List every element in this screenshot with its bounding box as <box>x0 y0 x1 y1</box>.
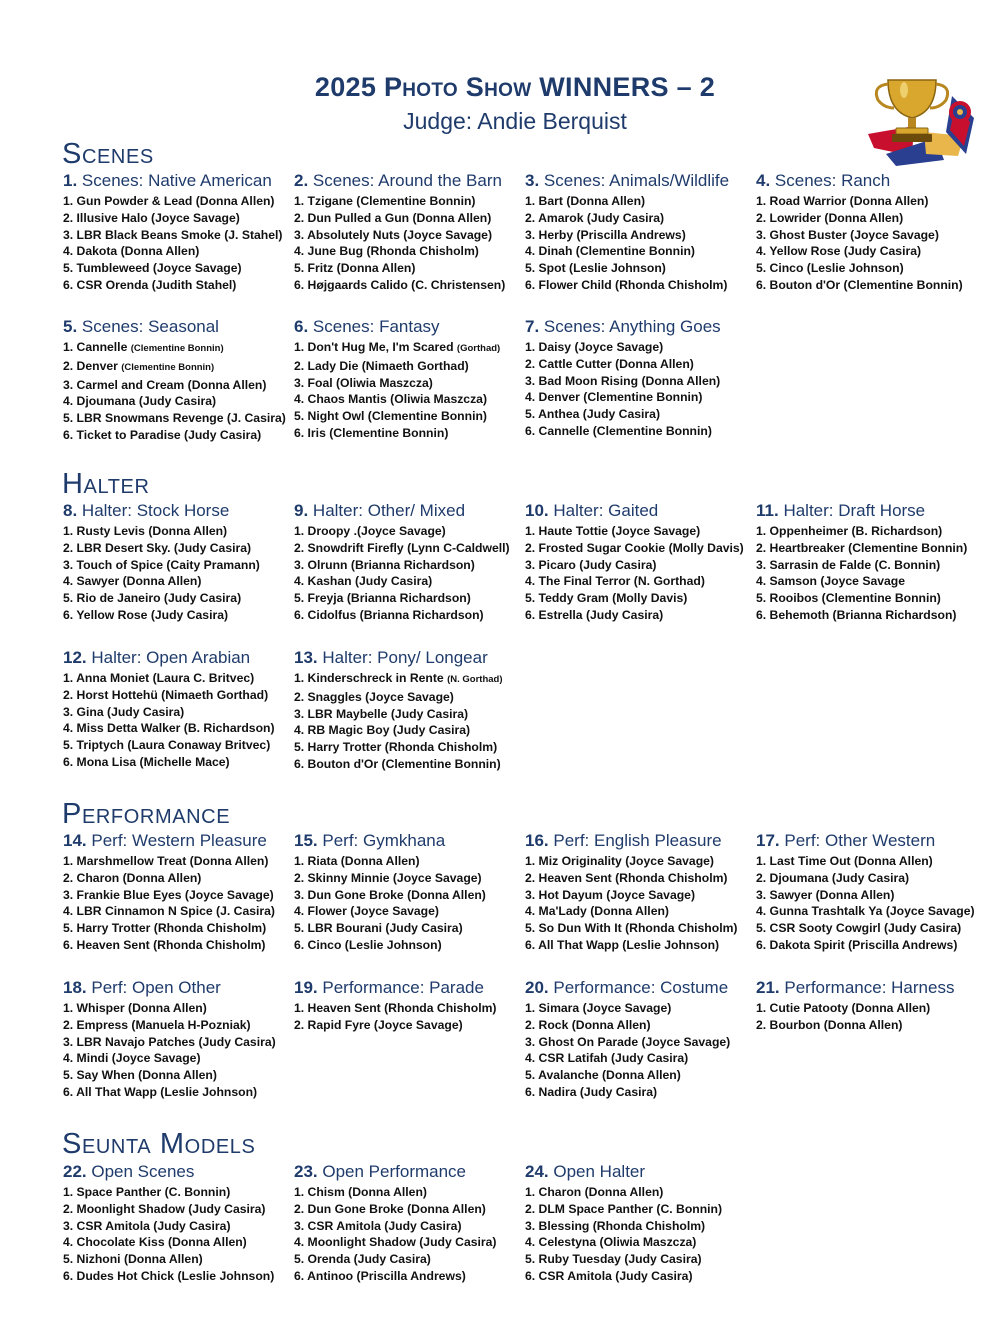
entry-5: 5. LBR Bourani (Judy Casira) <box>294 921 463 936</box>
category-name: Performance: Parade <box>322 978 484 997</box>
entry-owner: (Gorthad) <box>456 343 501 354</box>
category-8 <box>63 501 303 624</box>
category-4 <box>756 171 996 294</box>
entry-3: 3. Herby (Priscilla Andrews) <box>525 227 686 242</box>
category-heading <box>294 978 534 998</box>
category-heading <box>756 501 996 521</box>
entry-4: 4. Celestyna (Oliwia Maszcza) <box>525 1235 697 1250</box>
entry-1: 1. Space Panther (C. Bonnin) <box>63 1185 231 1199</box>
category-name: Halter: Stock Horse <box>81 501 230 520</box>
entry-3: 3. Ghost On Parade (Joyce Savage) <box>525 1034 731 1049</box>
category-number: 8. <box>63 501 78 520</box>
entry-4: 4. June Bug (Rhonda Chisholm) <box>294 244 479 259</box>
category-number: 19. <box>294 978 318 997</box>
entry-1: 1. Whisper (Donna Allen) <box>63 1001 207 1015</box>
entry-1: 1. Simara (Joyce Savage) <box>525 1001 672 1015</box>
entry-4: 4. Moonlight Shadow (Judy Casira) <box>294 1235 497 1250</box>
category-heading <box>63 1162 303 1182</box>
section-seunta-models: Seunta Models <box>62 1128 256 1160</box>
entry-6: 6. Iris (Clementine Bonnin) <box>294 425 449 440</box>
entry-text: 1. Don't Hug Me, I'm Scared <box>294 340 454 354</box>
entry-6: 6. Flower Child (Rhonda Chisholm) <box>525 277 728 292</box>
entry-5: 5. CSR Sooty Cowgirl (Judy Casira) <box>756 921 962 936</box>
entry-5: 5. Rooibos (Clementine Bonnin) <box>756 591 941 606</box>
trophy-ribbon-icon <box>866 74 976 166</box>
category-number: 18. <box>63 978 87 997</box>
entry-2: 2. Skinny Minnie (Joyce Savage) <box>294 870 482 885</box>
entry-6: 6. Bouton d'Or (Clementine Bonnin) <box>294 756 501 771</box>
entry-6: 6. Yellow Rose (Judy Casira) <box>63 607 229 622</box>
entry-5: 5. Night Owl (Clementine Bonnin) <box>294 409 487 424</box>
entry-6: 6. Heaven Sent (Rhonda Chisholm) <box>63 937 266 952</box>
category-name: Scenes: Native American <box>81 171 272 190</box>
entry-3: 3. Olrunn (Brianna Richardson) <box>294 557 475 572</box>
category-heading <box>294 1162 534 1182</box>
entry-2: 2. Dun Gone Broke (Donna Allen) <box>294 1201 486 1216</box>
entry-3: 3. Foal (Oliwia Maszcza) <box>294 375 433 390</box>
category-heading <box>294 317 534 337</box>
category-heading <box>294 648 534 668</box>
entry-1: 1. Marshmellow Treat (Donna Allen) <box>63 854 269 868</box>
category-heading <box>756 171 996 191</box>
category-number: 23. <box>294 1162 318 1181</box>
entry-2 <box>63 358 303 377</box>
entry-4: 4. Miss Detta Walker (B. Richardson) <box>63 721 275 736</box>
page-title: 2025 Photo Show WINNERS – 2 <box>314 72 716 102</box>
entry-1: 1. Rusty Levis (Donna Allen) <box>63 524 228 538</box>
entry-1 <box>63 339 303 358</box>
category-name: Halter: Draft Horse <box>783 501 926 520</box>
entry-1: 1. Anna Moniet (Laura C. Britvec) <box>63 671 255 685</box>
entry-4: 4. Chaos Mantis (Oliwia Maszcza) <box>294 392 488 407</box>
category-heading <box>63 648 303 668</box>
entry-4: 4. Dakota (Donna Allen) <box>63 244 200 259</box>
entry-5: 5. Spot (Leslie Johnson) <box>525 261 666 276</box>
category-number: 17. <box>756 831 780 850</box>
category-16 <box>525 831 765 954</box>
entry-6: 6. Højgaards Calido (C. Christensen) <box>294 277 506 292</box>
category-number: 22. <box>63 1162 87 1181</box>
entry-owner: (N. Gorthad) <box>447 674 503 685</box>
category-heading <box>294 171 534 191</box>
entry-text: 2. Denver <box>63 358 118 373</box>
entry-1: 1. Charon (Donna Allen) <box>525 1185 664 1199</box>
entry-5: 5. Fritz (Donna Allen) <box>294 261 416 276</box>
category-number: 10. <box>525 501 549 520</box>
entry-4: 4. Flower (Joyce Savage) <box>294 904 439 919</box>
category-22 <box>63 1162 303 1285</box>
entry-4: 4. Samson (Joyce Savage <box>756 574 906 589</box>
entry-2: 2. Illusive Halo (Joyce Savage) <box>63 210 240 225</box>
entry-5: 5. Harry Trotter (Rhonda Chisholm) <box>294 740 498 755</box>
entry-6: 6. Dudes Hot Chick (Leslie Johnson) <box>63 1268 275 1283</box>
category-18 <box>63 978 303 1101</box>
category-number: 14. <box>63 831 87 850</box>
entry-2: 2. Moonlight Shadow (Judy Casira) <box>63 1201 266 1216</box>
entry-5: 5. Triptych (Laura Conaway Britvec) <box>63 738 271 753</box>
category-3 <box>525 171 765 294</box>
entry-1 <box>294 670 534 689</box>
category-number: 7. <box>525 317 540 336</box>
category-number: 2. <box>294 171 309 190</box>
category-name: Open Halter <box>553 1162 646 1181</box>
entry-6: 6. Behemoth (Brianna Richardson) <box>756 607 957 622</box>
category-heading <box>63 501 303 521</box>
entry-3: 3. Ghost Buster (Joyce Savage) <box>756 227 939 242</box>
category-number: 16. <box>525 831 549 850</box>
entry-6: 6. Bouton d'Or (Clementine Bonnin) <box>756 277 963 292</box>
entry-3: 3. Carmel and Cream (Donna Allen) <box>63 377 267 392</box>
category-name: Open Scenes <box>91 1162 195 1181</box>
category-name: Perf: Western Pleasure <box>91 831 267 850</box>
entry-2: 2. Frosted Sugar Cookie (Molly Davis) <box>525 540 744 555</box>
entry-4: 4. Kashan (Judy Casira) <box>294 574 433 589</box>
entry-5: 5. Nizhoni (Donna Allen) <box>63 1252 203 1267</box>
entry-2: 2. Heaven Sent (Rhonda Chisholm) <box>525 870 728 885</box>
category-5 <box>63 317 303 444</box>
entry-2: 2. Lady Die (Nimaeth Gorthad) <box>294 358 469 373</box>
entry-6: 6. All That Wapp (Leslie Johnson) <box>63 1084 258 1099</box>
entry-3: 3. CSR Amitola (Judy Casira) <box>63 1218 231 1233</box>
category-heading <box>756 978 996 998</box>
entry-1: 1. Miz Originality (Joyce Savage) <box>525 854 714 868</box>
entry-6: 6. Mona Lisa (Michelle Mace) <box>63 754 230 769</box>
entry-5: 5. Tumbleweed (Joyce Savage) <box>63 261 242 276</box>
entry-1: 1. Cutie Patooty (Donna Allen) <box>756 1001 931 1015</box>
category-10 <box>525 501 765 624</box>
entry-3: 3. Absolutely Nuts (Joyce Savage) <box>294 227 492 242</box>
entry-3: 3. Blessing (Rhonda Chisholm) <box>525 1218 706 1233</box>
section-scenes: Scenes <box>62 138 154 170</box>
entry-3: 3. Sarrasin de Falde (C. Bonnin) <box>756 557 941 572</box>
entry-6: 6. Antinoo (Priscilla Andrews) <box>294 1268 466 1283</box>
entry-2: 2. Cattle Cutter (Donna Allen) <box>525 356 694 371</box>
entry-2: 2. Amarok (Judy Casira) <box>525 210 665 225</box>
entry-2: 2. Djoumana (Judy Casira) <box>756 870 910 885</box>
category-name: Scenes: Around the Barn <box>312 171 502 190</box>
entry-5: 5. Cinco (Leslie Johnson) <box>756 261 904 276</box>
category-number: 24. <box>525 1162 549 1181</box>
entry-4: 4. Djoumana (Judy Casira) <box>63 394 217 409</box>
entry-2: 2. Charon (Donna Allen) <box>63 870 202 885</box>
category-heading <box>294 501 534 521</box>
entry-2: 2. Dun Pulled a Gun (Donna Allen) <box>294 210 492 225</box>
category-heading <box>756 831 996 851</box>
entry-1: 1. Heaven Sent (Rhonda Chisholm) <box>294 1001 497 1015</box>
entry-3: 3. LBR Maybelle (Judy Casira) <box>294 706 469 721</box>
category-11 <box>756 501 996 624</box>
category-name: Perf: English Pleasure <box>553 831 722 850</box>
entry-1 <box>294 339 534 358</box>
entry-6: 6. CSR Amitola (Judy Casira) <box>525 1268 693 1283</box>
category-name: Perf: Open Other <box>91 978 221 997</box>
category-number: 20. <box>525 978 549 997</box>
category-name: Halter: Pony/ Longear <box>322 648 488 667</box>
category-heading <box>525 831 765 851</box>
entry-1: 1. Haute Tottie (Joyce Savage) <box>525 524 701 538</box>
category-heading <box>525 171 765 191</box>
category-7 <box>525 317 765 440</box>
category-name: Halter: Open Arabian <box>91 648 251 667</box>
category-name: Halter: Gaited <box>553 501 659 520</box>
entry-4: 4. Yellow Rose (Judy Casira) <box>756 244 922 259</box>
category-number: 5. <box>63 317 78 336</box>
category-12 <box>63 648 303 771</box>
category-heading <box>525 501 765 521</box>
entry-5: 5. Teddy Gram (Molly Davis) <box>525 591 688 606</box>
category-heading <box>525 317 765 337</box>
category-name: Scenes: Seasonal <box>81 317 219 336</box>
entry-5: 5. Ruby Tuesday (Judy Casira) <box>525 1252 702 1267</box>
category-heading <box>63 831 303 851</box>
entry-4: 4. RB Magic Boy (Judy Casira) <box>294 723 471 738</box>
category-6 <box>294 317 534 442</box>
entry-1: 1. Tzigane (Clementine Bonnin) <box>294 194 476 208</box>
category-13 <box>294 648 534 773</box>
category-heading <box>63 171 303 191</box>
category-heading <box>294 831 534 851</box>
category-15 <box>294 831 534 954</box>
entry-2: 2. Heartbreaker (Clementine Bonnin) <box>756 540 968 555</box>
entry-2: 2. Rapid Fyre (Joyce Savage) <box>294 1017 463 1032</box>
entry-1: 1. Oppenheimer (B. Richardson) <box>756 524 943 538</box>
category-number: 13. <box>294 648 318 667</box>
category-name: Scenes: Animals/Wildlife <box>543 171 730 190</box>
category-21 <box>756 978 996 1034</box>
entry-2: 2. Lowrider (Donna Allen) <box>756 210 904 225</box>
category-number: 12. <box>63 648 87 667</box>
entry-6: 6. Nadira (Judy Casira) <box>525 1084 658 1099</box>
category-name: Scenes: Ranch <box>774 171 891 190</box>
entry-4: 4. LBR Cinnamon N Spice (J. Casira) <box>63 904 275 919</box>
entry-4: 4. Gunna Trashtalk Ya (Joyce Savage) <box>756 904 975 919</box>
entry-4: 4. Sawyer (Donna Allen) <box>63 574 202 589</box>
entry-2: 2. Snaggles (Joyce Savage) <box>294 689 454 704</box>
entry-5: 5. Harry Trotter (Rhonda Chisholm) <box>63 921 267 936</box>
entry-1: 1. Gun Powder & Lead (Donna Allen) <box>63 194 275 208</box>
entry-4: 4. The Final Terror (N. Gorthad) <box>525 574 705 589</box>
entry-1: 1. Riata (Donna Allen) <box>294 854 420 868</box>
category-9 <box>294 501 534 624</box>
entry-2: 2. Horst Hottehü (Nimaeth Gorthad) <box>63 687 269 702</box>
entry-6: 6. Dakota Spirit (Priscilla Andrews) <box>756 937 958 952</box>
section-halter: Halter <box>62 468 150 500</box>
entry-2: 2. Empress (Manuela H-Pozniak) <box>63 1017 251 1032</box>
category-1 <box>63 171 303 294</box>
entry-2: 2. Bourbon (Donna Allen) <box>756 1017 903 1032</box>
entry-text: 1. Kinderschreck in Rente <box>294 671 444 685</box>
entry-2: 2. LBR Desert Sky. (Judy Casira) <box>63 540 252 555</box>
category-heading <box>63 317 303 337</box>
category-14 <box>63 831 303 954</box>
entry-4: 4. Chocolate Kiss (Donna Allen) <box>63 1235 247 1250</box>
entry-5: 5. Rio de Janeiro (Judy Casira) <box>63 591 242 606</box>
entry-6: 6. All That Wapp (Leslie Johnson) <box>525 937 720 952</box>
category-name: Scenes: Anything Goes <box>543 317 721 336</box>
category-20 <box>525 978 765 1101</box>
entry-3: 3. LBR Navajo Patches (Judy Casira) <box>63 1034 276 1049</box>
entry-5: 5. Orenda (Judy Casira) <box>294 1252 431 1267</box>
category-name: Performance: Harness <box>784 978 955 997</box>
category-number: 1. <box>63 171 78 190</box>
entry-1: 1. Chism (Donna Allen) <box>294 1185 427 1199</box>
entry-5: 5. So Dun With It (Rhonda Chisholm) <box>525 921 738 936</box>
entry-6: 6. CSR Orenda (Judith Stahel) <box>63 277 237 292</box>
category-name: Scenes: Fantasy <box>312 317 440 336</box>
entry-1: 1. Last Time Out (Donna Allen) <box>756 854 933 868</box>
entry-1: 1. Bart (Donna Allen) <box>525 194 646 208</box>
category-name: Halter: Other/ Mixed <box>312 501 466 520</box>
entry-5: 5. LBR Snowmans Revenge (J. Casira) <box>63 411 286 426</box>
entry-3: 3. Touch of Spice (Caity Pramann) <box>63 557 260 572</box>
entry-3: 3. Picaro (Judy Casira) <box>525 557 657 572</box>
entry-text: 1. Cannelle <box>63 340 128 354</box>
category-24 <box>525 1162 765 1285</box>
entry-3: 3. Gina (Judy Casira) <box>63 704 185 719</box>
entry-6: 6. Estrella (Judy Casira) <box>525 607 664 622</box>
category-number: 15. <box>294 831 318 850</box>
entry-3: 3. Sawyer (Donna Allen) <box>756 887 895 902</box>
entry-4: 4. Mindi (Joyce Savage) <box>63 1051 201 1066</box>
category-number: 3. <box>525 171 540 190</box>
entry-3: 3. CSR Amitola (Judy Casira) <box>294 1218 462 1233</box>
entry-2: 2. DLM Space Panther (C. Bonnin) <box>525 1201 723 1216</box>
entry-3: 3. Hot Dayum (Joyce Savage) <box>525 887 696 902</box>
entry-4: 4. CSR Latifah (Judy Casira) <box>525 1051 689 1066</box>
entry-4: 4. Dinah (Clementine Bonnin) <box>525 244 695 259</box>
category-number: 4. <box>756 171 771 190</box>
category-name: Open Performance <box>322 1162 467 1181</box>
section-performance: Performance <box>62 798 231 830</box>
category-17 <box>756 831 996 954</box>
category-23 <box>294 1162 534 1285</box>
category-heading <box>525 978 765 998</box>
entry-3: 3. Frankie Blue Eyes (Joyce Savage) <box>63 887 274 902</box>
entry-owner: (Clementine Bonnin) <box>130 343 224 354</box>
entry-1: 1. Daisy (Joyce Savage) <box>525 340 664 354</box>
entry-5: 5. Say When (Donna Allen) <box>63 1068 217 1083</box>
entry-3: 3. LBR Black Beans Smoke (J. Stahel) <box>63 227 283 242</box>
category-name: Perf: Gymkhana <box>322 831 446 850</box>
entry-4: 4. Denver (Clementine Bonnin) <box>525 390 703 405</box>
category-19 <box>294 978 534 1034</box>
category-heading <box>525 1162 765 1182</box>
entry-6: 6. Cannelle (Clementine Bonnin) <box>525 423 712 438</box>
category-number: 9. <box>294 501 309 520</box>
entry-3: 3. Dun Gone Broke (Donna Allen) <box>294 887 486 902</box>
entry-2: 2. Snowdrift Firefly (Lynn C-Caldwell) <box>294 540 510 555</box>
entry-5: 5. Avalanche (Donna Allen) <box>525 1068 681 1083</box>
judge-subtitle: Judge: Andie Berquist <box>403 108 627 134</box>
category-number: 6. <box>294 317 309 336</box>
entry-6: 6. Cidolfus (Brianna Richardson) <box>294 607 484 622</box>
category-2 <box>294 171 534 294</box>
entry-2: 2. Rock (Donna Allen) <box>525 1017 651 1032</box>
entry-owner: (Clementine Bonnin) <box>121 361 215 373</box>
category-number: 21. <box>756 978 780 997</box>
entry-5: 5. Anthea (Judy Casira) <box>525 407 661 422</box>
category-heading <box>63 978 303 998</box>
category-name: Perf: Other Western <box>784 831 936 850</box>
entry-1: 1. Road Warrior (Donna Allen) <box>756 194 929 208</box>
category-number: 11. <box>756 501 779 520</box>
entry-1: 1. Droopy .(Joyce Savage) <box>294 524 446 538</box>
category-name: Performance: Costume <box>553 978 729 997</box>
entry-6: 6. Ticket to Paradise (Judy Casira) <box>63 427 262 442</box>
entry-4: 4. Ma'Lady (Donna Allen) <box>525 904 669 919</box>
entry-6: 6. Cinco (Leslie Johnson) <box>294 937 442 952</box>
entry-5: 5. Freyja (Brianna Richardson) <box>294 591 471 606</box>
entry-3: 3. Bad Moon Rising (Donna Allen) <box>525 373 721 388</box>
